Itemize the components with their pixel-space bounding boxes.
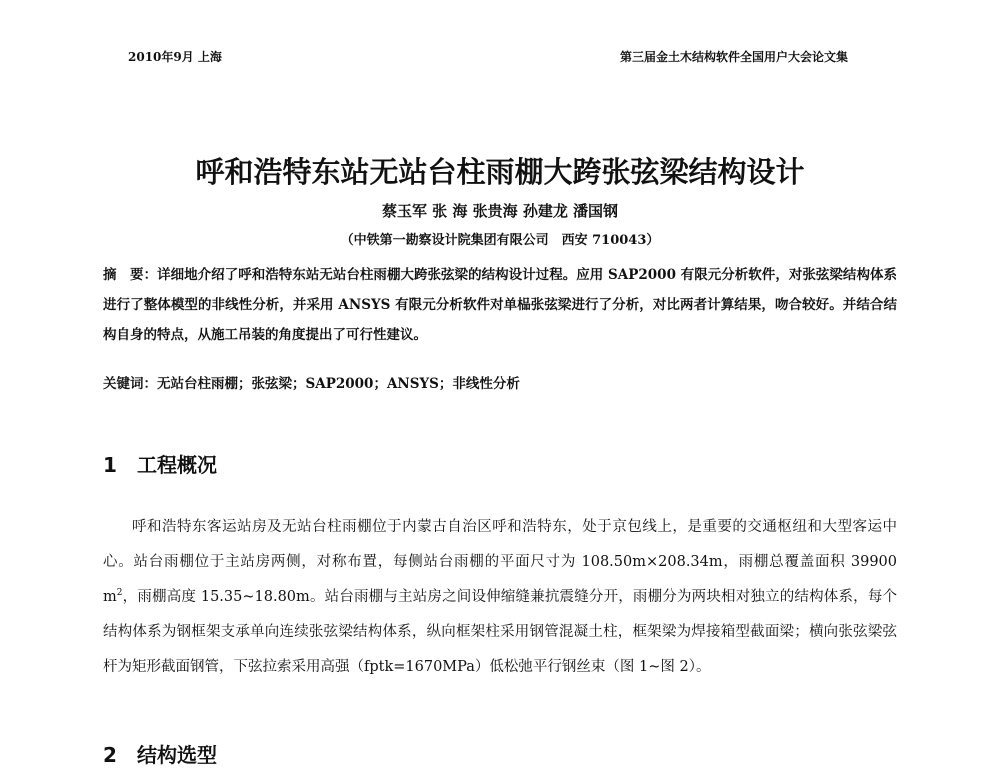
area-unit-superscript: 2 [116,588,123,599]
abstract [103,260,897,350]
keywords-text: 无站台柱雨棚；张弦梁；SAP2000；ANSYS；非线性分析 [157,376,520,392]
paragraph-text-part2: ，雨棚高度 15.35~18.80m。站台雨棚与主站房之间设伸缩缝兼抗震缝分开，雨棚分为两块相对独立的结构体系，每个结构体系为钢框架支承单向连续张弦梁结构体系，纵向框架柱采用钢管混凝土柱，框架梁为焊接箱型截面梁；横向张弦梁弦杆为矩形截面钢管，下弦拉索采用高强（fptk=1670MPa）低松弛平行钢丝束（图 1~图 2）。 [103,589,897,675]
abstract-text: 详细地介绍了呼和浩特东站无站台柱雨棚大跨张弦梁的结构设计过程。应用 SAP2000 有限元分析软件，对张弦梁结构体系进行了整体模型的非线性分析，并采用 ANSYS 有限元分析软件对单榀张弦梁进行了分析，对比两者计算结果，吻合较好。并结合结构自身的特点，从施工吊装的角度提出了可行性建议。 [103,267,897,343]
section-1-heading [103,449,217,478]
paragraph-text-part1: 呼和浩特东客运站房及无站台柱雨棚位于内蒙古自治区呼和浩特东，处于京包线上，是重要的交通枢纽和大型客运中心。站台雨棚位于主站房两侧，对称布置，每侧站台雨棚的平面尺寸为 108.50m×208.34m，雨棚总覆盖面积 39900 m [103,519,897,605]
section-1-paragraph [103,510,897,685]
section-2-number: 2 [103,743,117,767]
paper-title: 呼和浩特东站无站台柱雨棚大跨张弦梁结构设计 [195,155,805,189]
section-1-number: 1 [103,453,117,477]
abstract-label: 摘 要： [103,267,158,283]
keywords [103,372,520,392]
author-list: 蔡玉军 张 海 张贵海 孙建龙 潘国钢 [381,202,619,220]
author-affiliation: （中铁第一勘察设计院集团有限公司 西安 710043） [340,233,660,248]
section-1-title: 工程概况 [137,453,217,477]
header-date-location: 2010年9月 上海 [128,50,222,64]
header-proceedings-title: 第三届金土木结构软件全国用户大会论文集 [620,50,849,64]
section-2-heading [103,739,217,768]
keywords-label: 关键词： [103,376,157,392]
section-2-title: 结构选型 [137,743,217,767]
